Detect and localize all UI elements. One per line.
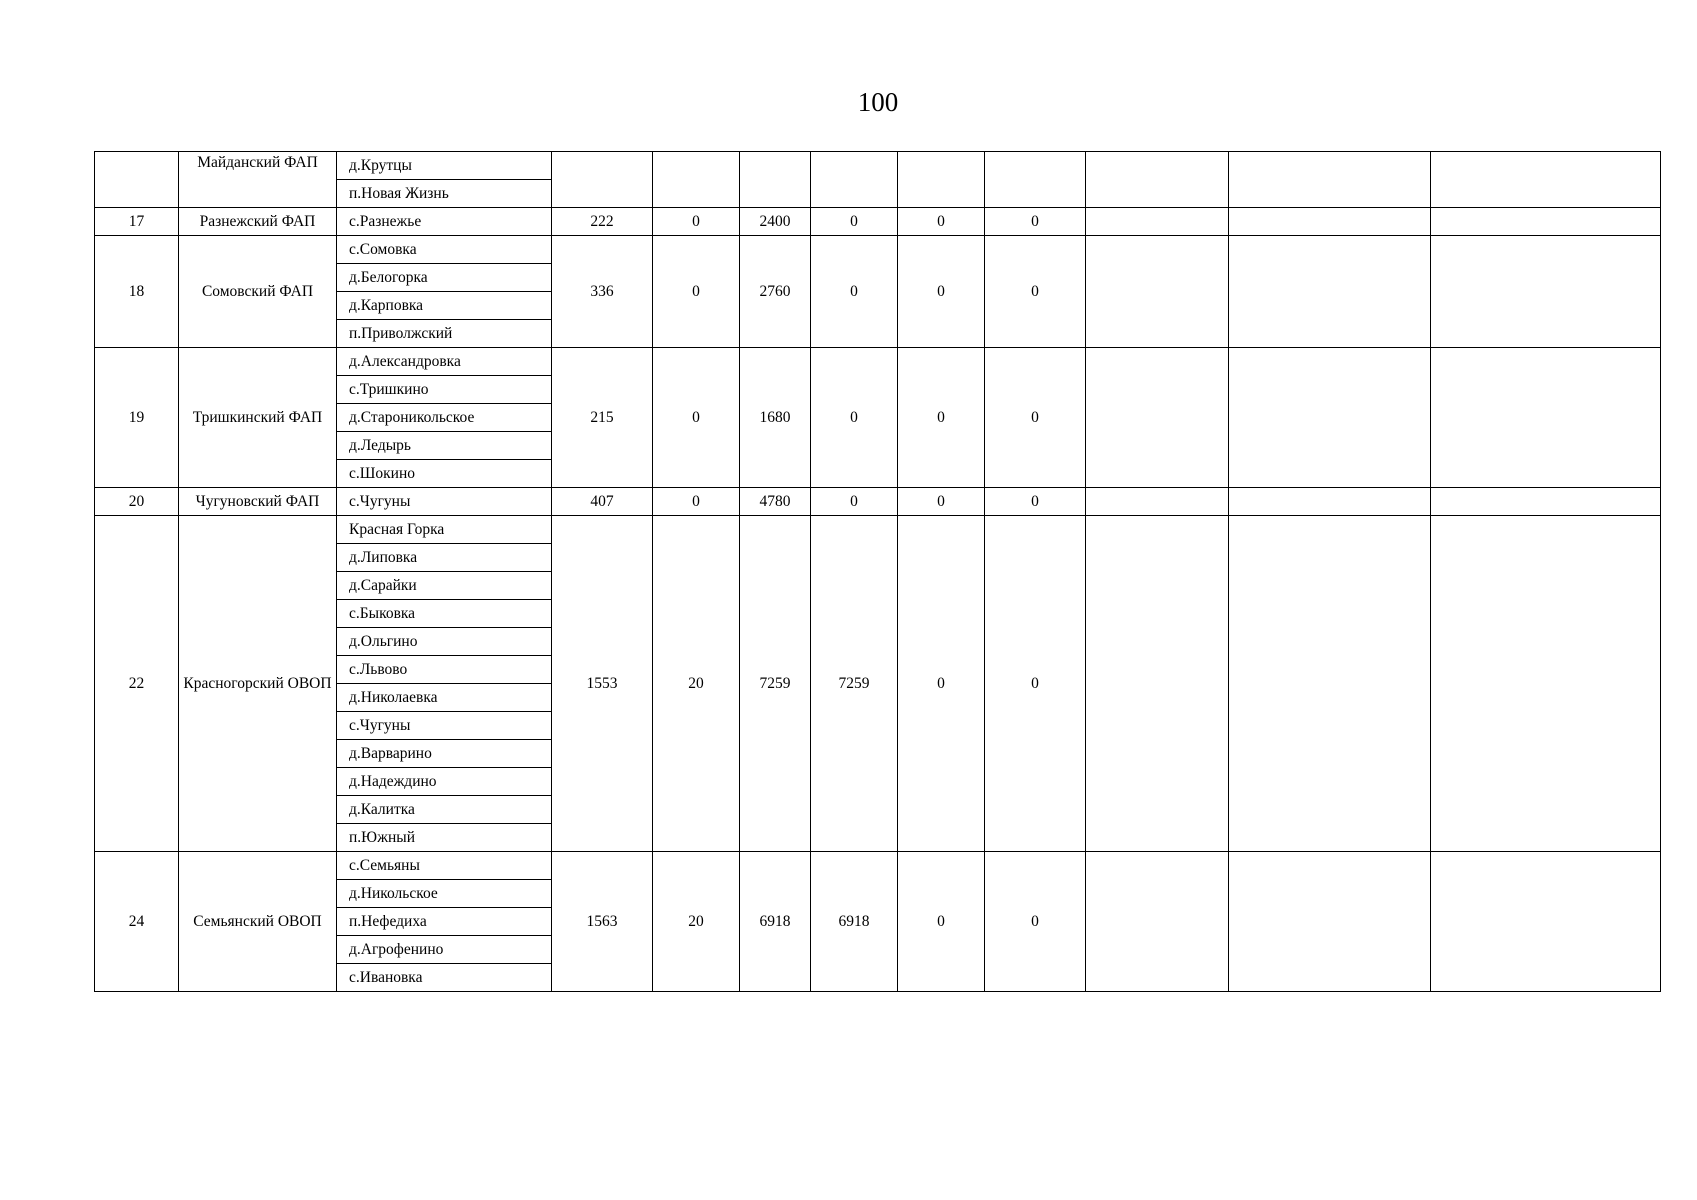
empty-cell-2 bbox=[1229, 852, 1431, 992]
value-cell-1 bbox=[552, 152, 653, 208]
locality-cell: д.Ледырь bbox=[337, 432, 552, 460]
table-row bbox=[95, 236, 1661, 264]
locality-cell: д.Крутцы bbox=[337, 152, 552, 180]
facility-name-cell: Семьянский ОВОП bbox=[179, 852, 337, 992]
locality-cell: д.Белогорка bbox=[337, 264, 552, 292]
locality-cell: п.Нефедиха bbox=[337, 908, 552, 936]
empty-cell-1 bbox=[1086, 348, 1229, 488]
empty-cell-3 bbox=[1431, 516, 1661, 852]
value-cell-6: 0 bbox=[985, 208, 1086, 236]
row-number-cell: 24 bbox=[95, 852, 179, 992]
value-cell-3: 1680 bbox=[740, 348, 811, 488]
value-cell-4: 0 bbox=[811, 236, 898, 348]
facility-name-cell: Тришкинский ФАП bbox=[179, 348, 337, 488]
value-cell-4: 0 bbox=[811, 348, 898, 488]
row-number-cell: 18 bbox=[95, 236, 179, 348]
empty-cell-1 bbox=[1086, 488, 1229, 516]
locality-cell: д.Калитка bbox=[337, 796, 552, 824]
value-cell-3: 6918 bbox=[740, 852, 811, 992]
row-number-cell bbox=[95, 152, 179, 208]
value-cell-6: 0 bbox=[985, 236, 1086, 348]
value-cell-2: 0 bbox=[653, 348, 740, 488]
value-cell-6: 0 bbox=[985, 488, 1086, 516]
value-cell-5: 0 bbox=[898, 348, 985, 488]
locality-cell: с.Сомовка bbox=[337, 236, 552, 264]
empty-cell-1 bbox=[1086, 852, 1229, 992]
value-cell-3: 2400 bbox=[740, 208, 811, 236]
row-number-cell: 17 bbox=[95, 208, 179, 236]
value-cell-5: 0 bbox=[898, 516, 985, 852]
table-row bbox=[95, 488, 1661, 516]
value-cell-2: 20 bbox=[653, 852, 740, 992]
facilities-table bbox=[94, 151, 1661, 992]
locality-cell: с.Тришкино bbox=[337, 376, 552, 404]
value-cell-5 bbox=[898, 152, 985, 208]
facility-name-cell: Майданский ФАП bbox=[179, 152, 337, 208]
value-cell-3: 2760 bbox=[740, 236, 811, 348]
value-cell-5: 0 bbox=[898, 852, 985, 992]
empty-cell-3 bbox=[1431, 348, 1661, 488]
locality-cell: д.Никольское bbox=[337, 880, 552, 908]
locality-cell: д.Агрофенино bbox=[337, 936, 552, 964]
locality-cell: п.Южный bbox=[337, 824, 552, 852]
facility-name-cell: Сомовский ФАП bbox=[179, 236, 337, 348]
empty-cell-3 bbox=[1431, 236, 1661, 348]
value-cell-3: 4780 bbox=[740, 488, 811, 516]
locality-cell: д.Липовка bbox=[337, 544, 552, 572]
value-cell-5: 0 bbox=[898, 208, 985, 236]
row-number-cell: 19 bbox=[95, 348, 179, 488]
locality-cell: с.Чугуны bbox=[337, 712, 552, 740]
locality-cell: с.Ивановка bbox=[337, 964, 552, 992]
locality-cell: д.Староникольское bbox=[337, 404, 552, 432]
locality-cell: с.Семьяны bbox=[337, 852, 552, 880]
value-cell-6: 0 bbox=[985, 348, 1086, 488]
table-body bbox=[95, 152, 1661, 992]
facility-name-cell: Разнежский ФАП bbox=[179, 208, 337, 236]
locality-cell: д.Карповка bbox=[337, 292, 552, 320]
empty-cell-1 bbox=[1086, 208, 1229, 236]
empty-cell-2 bbox=[1229, 348, 1431, 488]
row-number-cell: 20 bbox=[95, 488, 179, 516]
empty-cell-1 bbox=[1086, 236, 1229, 348]
empty-cell-2 bbox=[1229, 208, 1431, 236]
facility-name-cell: Красногорский ОВОП bbox=[179, 516, 337, 852]
value-cell-2: 20 bbox=[653, 516, 740, 852]
value-cell-2: 0 bbox=[653, 236, 740, 348]
value-cell-6: 0 bbox=[985, 852, 1086, 992]
table-row bbox=[95, 852, 1661, 880]
locality-cell: д.Сарайки bbox=[337, 572, 552, 600]
table-row bbox=[95, 348, 1661, 376]
value-cell-4: 7259 bbox=[811, 516, 898, 852]
value-cell-6: 0 bbox=[985, 516, 1086, 852]
value-cell-2 bbox=[653, 152, 740, 208]
value-cell-1: 1563 bbox=[552, 852, 653, 992]
table-row bbox=[95, 516, 1661, 544]
value-cell-4: 6918 bbox=[811, 852, 898, 992]
empty-cell-2 bbox=[1229, 516, 1431, 852]
empty-cell-2 bbox=[1229, 152, 1431, 208]
empty-cell-3 bbox=[1431, 852, 1661, 992]
facility-name-cell: Чугуновский ФАП bbox=[179, 488, 337, 516]
value-cell-1: 1553 bbox=[552, 516, 653, 852]
empty-cell-2 bbox=[1229, 488, 1431, 516]
empty-cell-1 bbox=[1086, 516, 1229, 852]
table-row bbox=[95, 152, 1661, 180]
value-cell-1: 215 bbox=[552, 348, 653, 488]
value-cell-5: 0 bbox=[898, 488, 985, 516]
empty-cell-3 bbox=[1431, 208, 1661, 236]
value-cell-2: 0 bbox=[653, 208, 740, 236]
locality-cell: с.Львово bbox=[337, 656, 552, 684]
locality-cell: с.Чугуны bbox=[337, 488, 552, 516]
empty-cell-3 bbox=[1431, 488, 1661, 516]
value-cell-4: 0 bbox=[811, 208, 898, 236]
empty-cell-3 bbox=[1431, 152, 1661, 208]
value-cell-1: 222 bbox=[552, 208, 653, 236]
page-number: 100 bbox=[857, 87, 899, 117]
table-row bbox=[95, 208, 1661, 236]
locality-cell: с.Шокино bbox=[337, 460, 552, 488]
locality-cell: п.Приволжский bbox=[337, 320, 552, 348]
value-cell-5: 0 bbox=[898, 236, 985, 348]
value-cell-3 bbox=[740, 152, 811, 208]
locality-cell: п.Новая Жизнь bbox=[337, 180, 552, 208]
value-cell-2: 0 bbox=[653, 488, 740, 516]
row-number-cell: 22 bbox=[95, 516, 179, 852]
value-cell-3: 7259 bbox=[740, 516, 811, 852]
empty-cell-2 bbox=[1229, 236, 1431, 348]
value-cell-1: 336 bbox=[552, 236, 653, 348]
value-cell-4: 0 bbox=[811, 488, 898, 516]
locality-cell: д.Ольгино bbox=[337, 628, 552, 656]
locality-cell: д.Варварино bbox=[337, 740, 552, 768]
empty-cell-1 bbox=[1086, 152, 1229, 208]
locality-cell: с.Разнежье bbox=[337, 208, 552, 236]
locality-cell: Красная Горка bbox=[337, 516, 552, 544]
value-cell-1: 407 bbox=[552, 488, 653, 516]
locality-cell: с.Быковка bbox=[337, 600, 552, 628]
locality-cell: д.Николаевка bbox=[337, 684, 552, 712]
value-cell-6 bbox=[985, 152, 1086, 208]
locality-cell: д.Александровка bbox=[337, 348, 552, 376]
locality-cell: д.Надеждино bbox=[337, 768, 552, 796]
value-cell-4 bbox=[811, 152, 898, 208]
